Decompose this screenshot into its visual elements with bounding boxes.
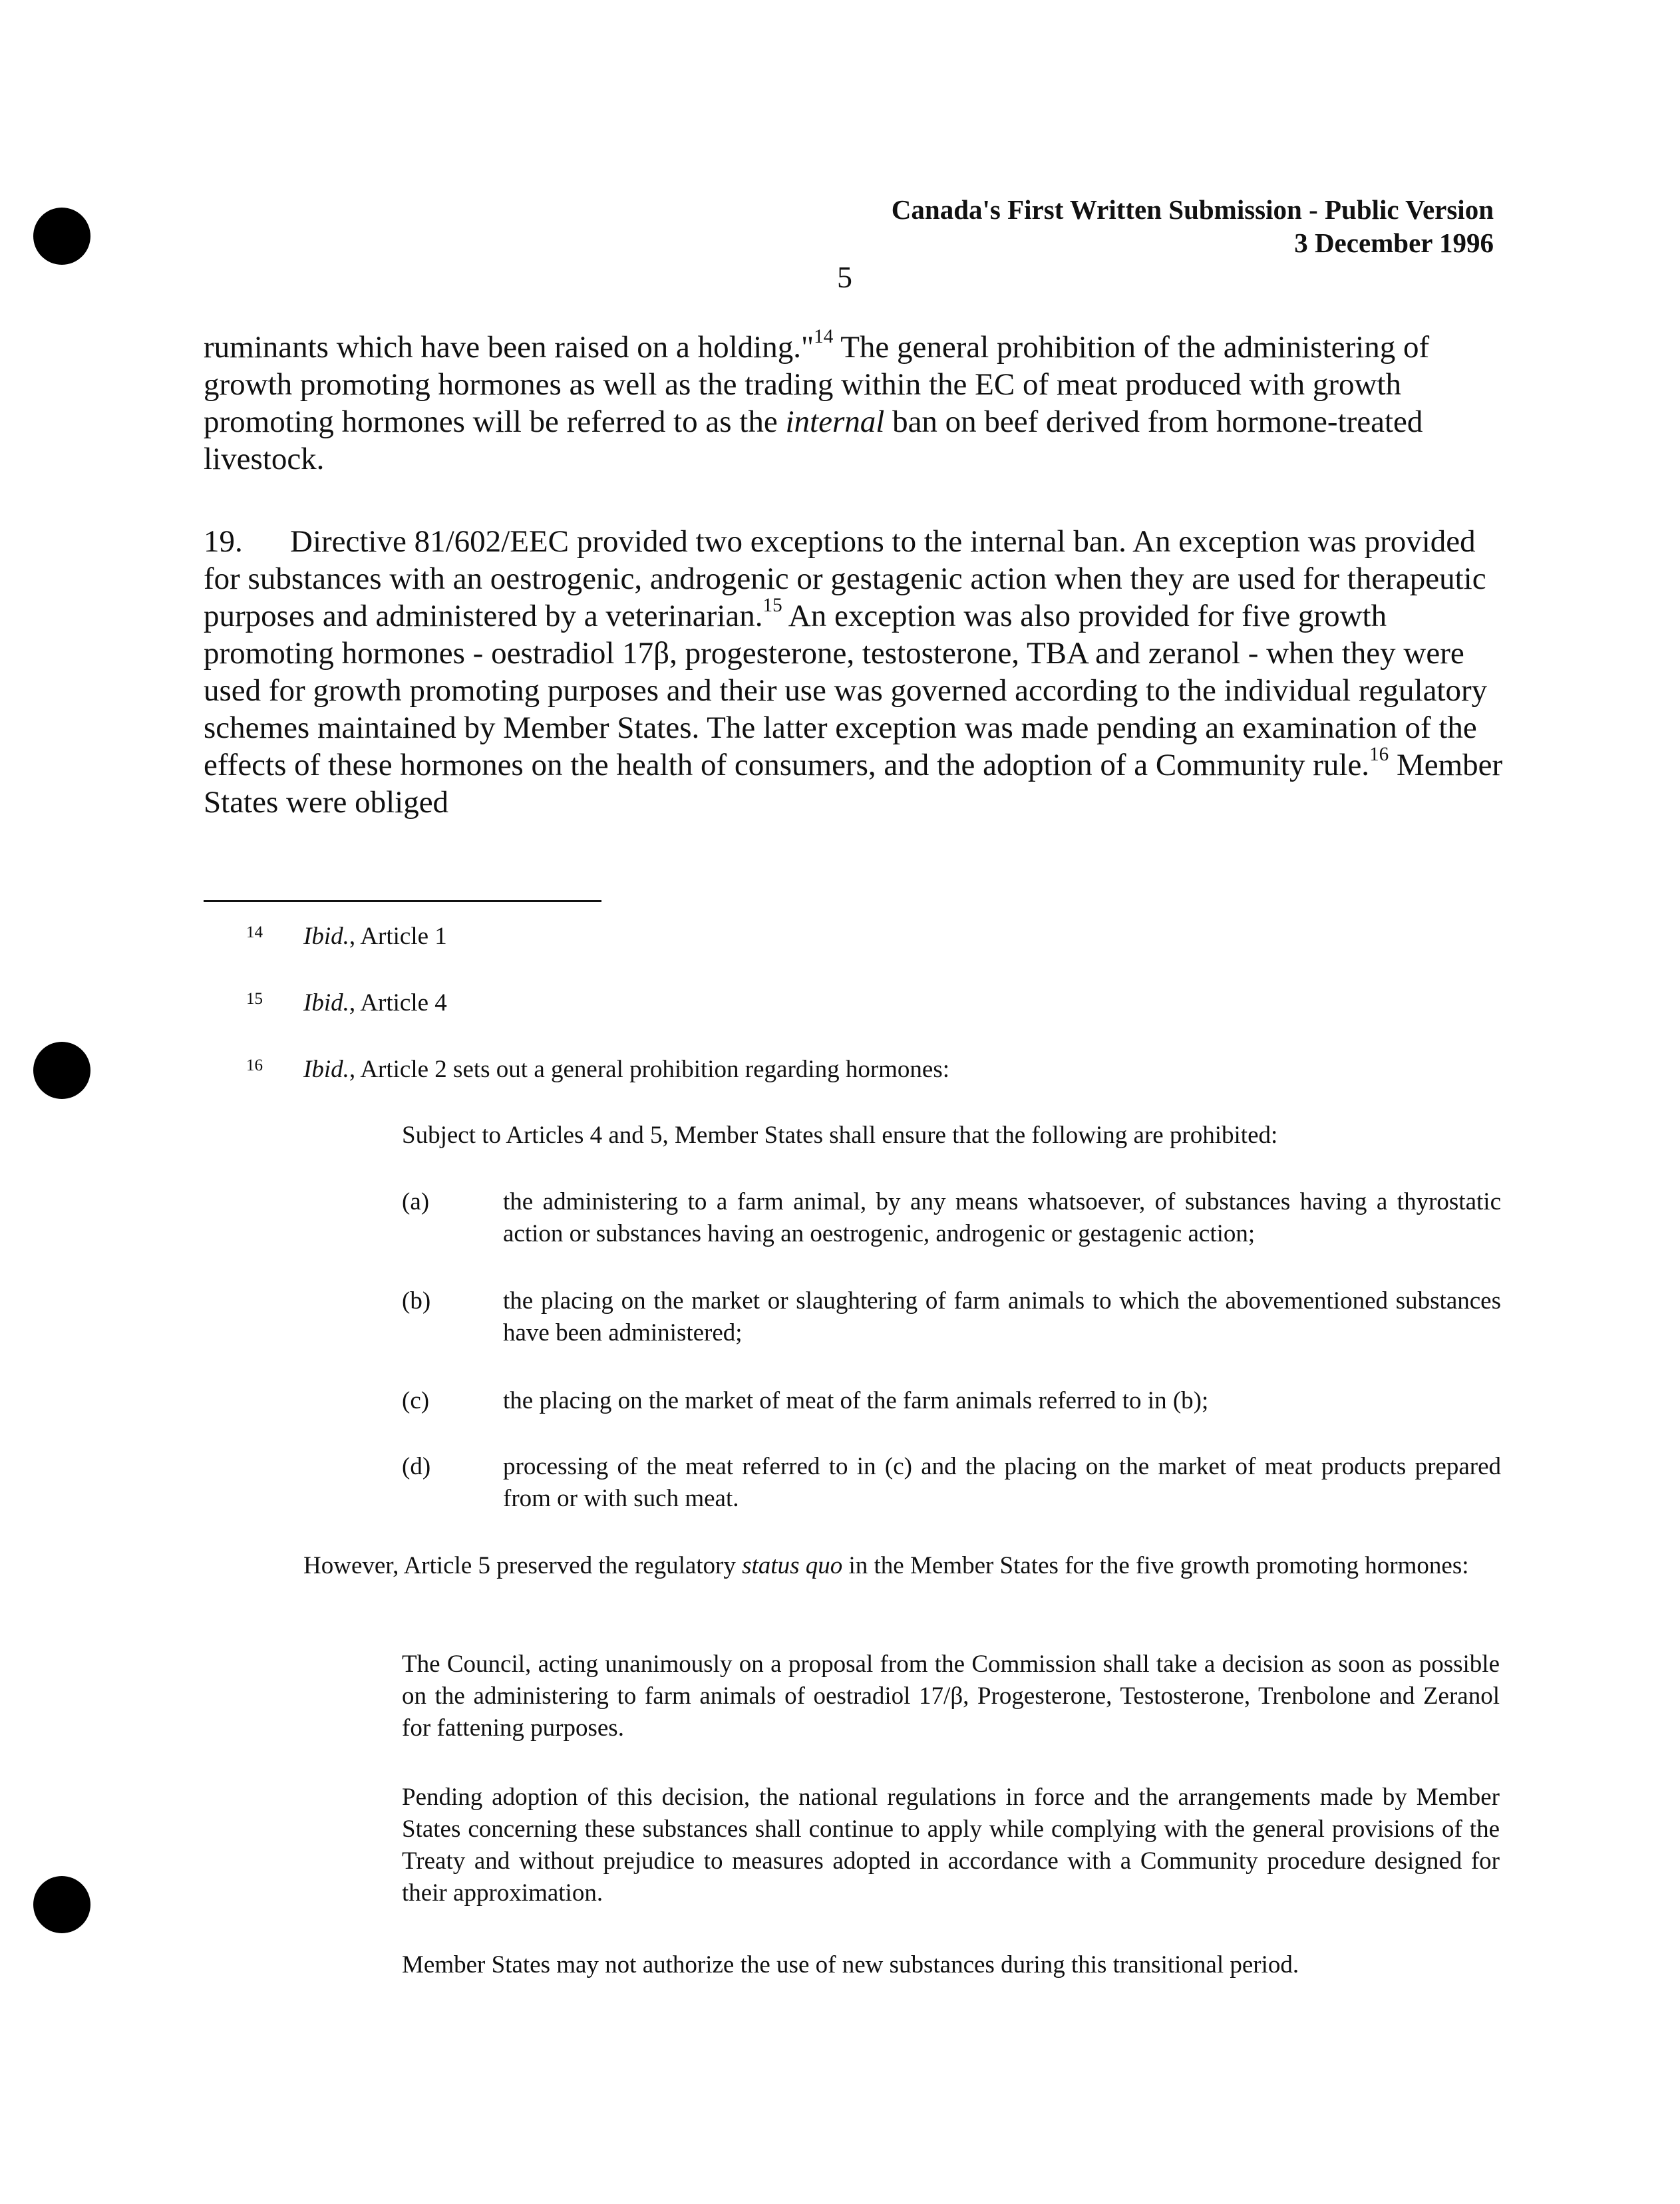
block-quote: Pending adoption of this decision, the national regulations in force and the arrangements made by Member States concerning these substances shall continue to apply while complying with the general provisions of the Treaty and without prejudice to measures adopted in accordance with a Community procedure designed for their approximation. — [402, 1784, 1500, 1907]
text-segment: , Article 4 — [349, 989, 447, 1017]
text-segment: ban on beef derived from hormone-treated livestock. — [204, 404, 1423, 476]
footnote-number: 15 — [246, 990, 263, 1008]
emphasis-text: Ibid. — [303, 989, 349, 1017]
list-item-text: the placing on the market of meat of the farm animals referred to in (b); — [503, 1387, 1209, 1414]
footnote-ref: 16 — [1369, 744, 1389, 766]
footnote-text — [303, 987, 447, 1019]
quote-lead: Subject to Articles 4 and 5, Member States shall ensure that the following are prohibited: — [402, 1122, 1278, 1149]
block-quote: The Council, acting unanimously on a proposal from the Commission shall take a decision as soon as possible on the administering to farm animals of oestradiol 17/β, Progesterone, Testosterone, Trenbolone and Zeranol for fattening purposes. — [402, 1651, 1500, 1742]
footnote-number: 16 — [246, 1056, 263, 1074]
list-item-letter: (b) — [402, 1287, 431, 1315]
text-segment: An exception was also provided for five growth promoting hormones - oestradiol 17β, progesterone, testosterone, TBA and zeranol - when they were used for growth promoting purposes and their use was governed according to the individual regulatory schemes maintained by Member States. The latter exception was made pending an examination of the effects of these hormones on the health of consumers, and the adoption of a Community rule. — [204, 599, 1488, 782]
footnote-number: 14 — [246, 923, 263, 941]
emphasis-text: status quo — [742, 1552, 843, 1579]
header-date: 3 December 1996 — [1294, 228, 1494, 258]
footnote-separator — [204, 900, 601, 902]
text-segment: However, Article 5 preserved the regulatory — [303, 1552, 743, 1579]
text-segment: in the Member States for the five growth promoting hormones: — [842, 1552, 1469, 1579]
list-item-text: the placing on the market or slaughtering of farm animals to which the abovementioned substances have been administered; — [503, 1287, 1501, 1346]
text-segment: ruminants which have been raised on a holding." — [204, 330, 814, 365]
running-header — [892, 193, 1494, 259]
footnote-ref: 15 — [762, 595, 782, 617]
footnote-text — [303, 921, 447, 953]
punch-hole — [33, 1042, 90, 1099]
list-item-letter: (d) — [402, 1453, 431, 1480]
list-item-letter: (a) — [402, 1188, 430, 1215]
footnote-continuation — [303, 1550, 1501, 1582]
page-number: 5 — [837, 260, 852, 294]
text-segment: The general prohibition of the administering of growth promoting hormones as well as the trading within the EC of meat produced with growth promoting hormones will be referred to as the — [204, 330, 1430, 439]
list-item-text: the administering to a farm animal, by any means whatsoever, of substances having a thyrostatic action or substances having an oestrogenic, androgenic or gestagenic action; — [503, 1188, 1501, 1247]
text-segment: , Article 1 — [349, 923, 447, 950]
text-segment: Member States were obliged — [204, 748, 1503, 820]
text-segment: Directive 81/602/EEC provided two exceptions to the internal ban. An exception was provided for substances with an oestrogenic, androgenic or gestagenic action when they are used for therapeutic purposes and administered by a veterinarian. — [204, 524, 1486, 633]
list-item-text: processing of the meat referred to in (c) and the placing on the market of meat products prepared from or with such meat. — [503, 1453, 1501, 1512]
block-quote: Member States may not authorize the use of new substances during this transitional period. — [402, 1951, 1299, 1978]
footnote-text — [303, 1054, 949, 1086]
punch-hole — [33, 1876, 90, 1933]
body-paragraph-continuation — [204, 326, 1508, 478]
text-segment: Article 2 sets out a general prohibition regarding hormones: — [355, 1056, 950, 1083]
paragraph-number: 19. — [204, 524, 243, 559]
emphasis-text: Ibid., — [303, 1056, 356, 1083]
footnote-ref: 14 — [814, 326, 834, 348]
header-title: Canada's First Written Submission - Public Version — [891, 194, 1494, 225]
list-item-letter: (c) — [402, 1387, 430, 1414]
body-paragraph-19 — [204, 523, 1508, 821]
punch-hole — [33, 208, 90, 265]
emphasis-text: Ibid. — [303, 923, 349, 950]
emphasis-text: internal — [785, 404, 885, 439]
